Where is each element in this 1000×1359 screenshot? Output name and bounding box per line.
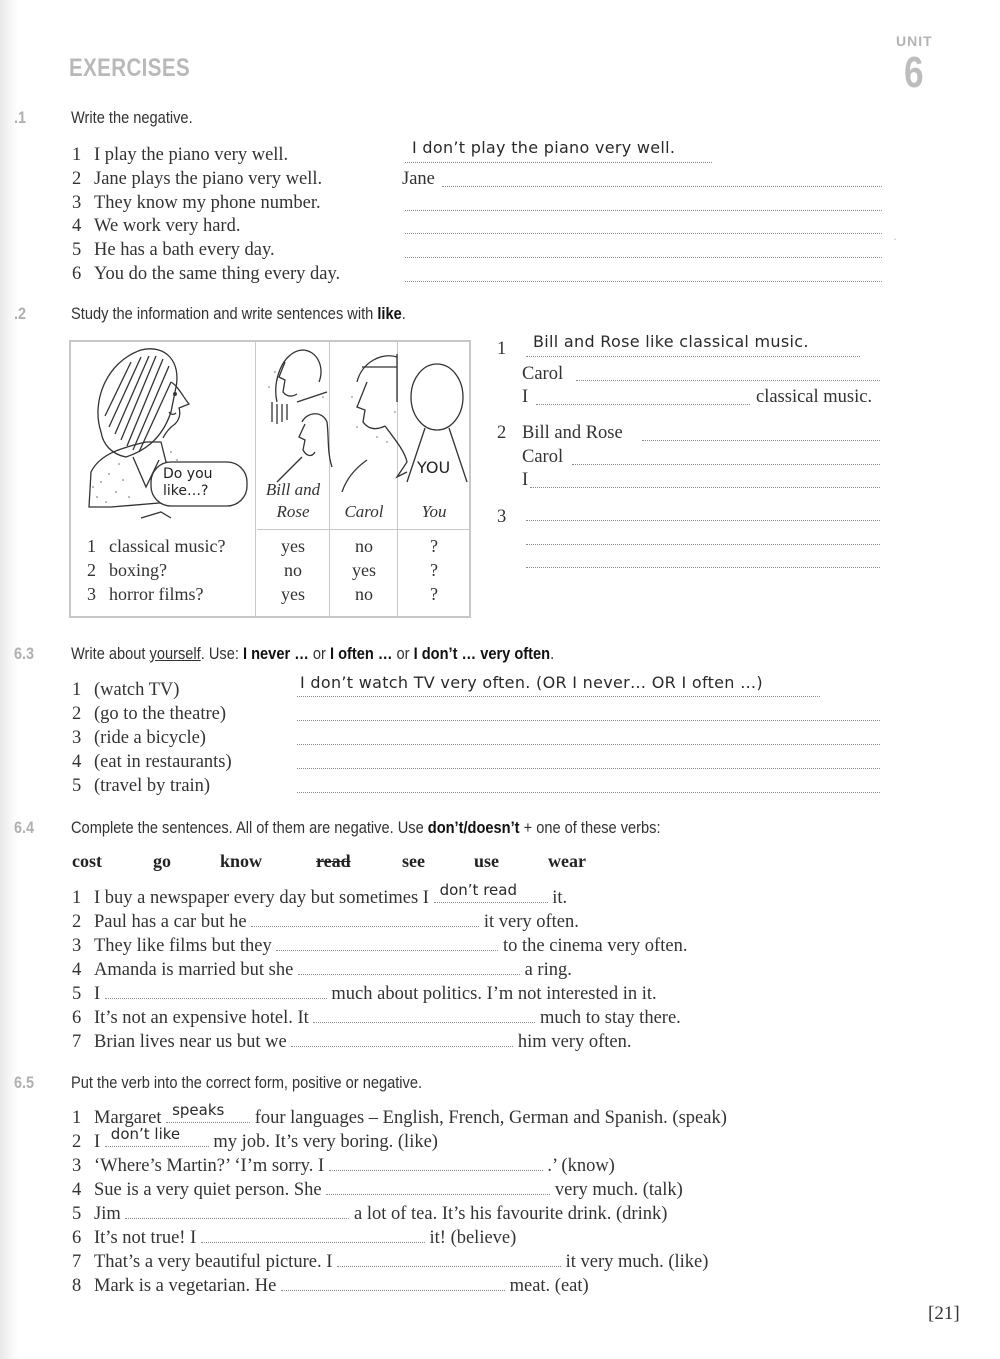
exercise-item: [72, 751, 232, 773]
column-header-you: You: [421, 502, 447, 521]
exercise-item: [72, 1251, 708, 1273]
preferences-table: [69, 340, 471, 618]
item-number: 2: [72, 1132, 82, 1152]
verb-option: use: [474, 851, 500, 871]
answer-line[interactable]: [405, 210, 882, 211]
woman-illustration: [71, 342, 255, 532]
exercise-item: [72, 775, 210, 797]
sentence-before: I: [94, 1132, 101, 1152]
answer-blank[interactable]: [166, 1101, 250, 1123]
answer-line[interactable]: [297, 792, 880, 793]
column-header-bill-and-rose: [257, 479, 329, 523]
answer-line[interactable]: [405, 162, 712, 163]
answer-blank[interactable]: [329, 1156, 543, 1171]
table-cell: yes: [281, 584, 305, 604]
question-text: boxing?: [109, 560, 167, 580]
sentence-after: very much. (talk): [554, 1180, 683, 1200]
answer-prefix: I: [522, 387, 529, 407]
verb-option: see: [402, 851, 425, 871]
table-cell: ?: [430, 560, 438, 580]
answer-blank[interactable]: [105, 984, 327, 999]
item-number: 3: [72, 1156, 82, 1176]
item-prompt: (travel by train): [94, 776, 211, 796]
speech-bubble-text: [163, 466, 213, 500]
instruction-text: Study the information and write sentences with: [71, 304, 378, 323]
page-spine-shadow: [0, 0, 18, 1359]
answer-prefix: Bill and Rose: [522, 423, 623, 443]
instruction-text: or: [308, 644, 330, 663]
exercise-item: [72, 239, 275, 261]
table-cell: yes: [281, 536, 305, 556]
item-number: 1: [72, 680, 82, 700]
item-number: 1: [87, 536, 96, 556]
item-number: 3: [497, 507, 507, 527]
item-number: 2: [72, 169, 82, 189]
sentence-after: it very often.: [483, 912, 579, 932]
exercise-number: 6.5: [14, 1073, 35, 1092]
question-text: horror films?: [109, 584, 204, 604]
item-number: 4: [72, 960, 82, 980]
exercise-item: [72, 727, 206, 749]
sentence-before: It’s not true! I: [94, 1228, 197, 1248]
page-title: EXERCISES: [69, 54, 191, 82]
scan-mark: ·: [893, 232, 897, 246]
exercise-instruction: Write the negative.: [71, 108, 193, 127]
sentence-after: it very much. (like): [565, 1252, 709, 1272]
you-sign-label: YOU: [417, 458, 451, 477]
exercise-item: [72, 168, 322, 190]
verb-option: go: [153, 851, 171, 871]
sentence-before: Mark is a vegetarian. He: [94, 1276, 277, 1296]
answer-line[interactable]: [442, 186, 882, 187]
answer-line[interactable]: [526, 544, 880, 545]
instruction-text: Complete the sentences. All of them are negative. Use: [71, 818, 428, 837]
speech-line: Do you: [163, 466, 213, 482]
answer-blank[interactable]: [201, 1228, 425, 1243]
answer-line[interactable]: [576, 380, 880, 381]
sentence-before: Brian lives near us but we: [94, 1032, 287, 1052]
sentence-before: I: [94, 984, 101, 1004]
column-header-line: Bill and: [265, 480, 321, 499]
item-number: 3: [72, 193, 82, 213]
item-number: 2: [72, 912, 82, 932]
table-row-question: [87, 582, 203, 606]
answer-prefix: I: [522, 470, 529, 490]
item-number: 3: [87, 584, 96, 604]
column-header-carol: Carol: [344, 502, 384, 521]
exercise-number: .1: [14, 108, 27, 127]
exercise-instruction: Put the verb into the correct form, positive or negative.: [71, 1073, 423, 1092]
item-number: 6: [72, 1228, 82, 1248]
exercise-item: [72, 1125, 438, 1153]
answer-prefix: Jane: [402, 169, 435, 189]
answer-blank[interactable]: [281, 1276, 505, 1291]
instruction-keyword: I never …: [243, 644, 309, 663]
answer-line[interactable]: [642, 440, 880, 441]
exercise-instruction: [71, 644, 554, 664]
item-number: 2: [497, 423, 507, 443]
item-number: 5: [72, 240, 82, 260]
answer-line[interactable]: [530, 487, 880, 488]
answer-blank[interactable]: [251, 912, 479, 927]
answer-line[interactable]: [526, 356, 860, 357]
exercise-item: [72, 935, 687, 957]
verb-option: know: [220, 851, 263, 871]
item-number: 7: [72, 1252, 82, 1272]
instruction-text: or: [392, 644, 414, 663]
verb-option: cost: [72, 851, 102, 871]
answer-line[interactable]: [405, 257, 882, 258]
sentence-before: ‘Where’s Martin?’ ‘I’m sorry. I: [94, 1156, 325, 1176]
answer-blank[interactable]: [125, 1204, 349, 1219]
sentence-before: It’s not an expensive hotel. It: [94, 1008, 309, 1028]
column-header-line: Rose: [276, 502, 310, 521]
answer-suffix: classical music.: [756, 387, 873, 407]
sentence-after: a lot of tea. It’s his favourite drink. (drink): [353, 1204, 668, 1224]
exercise-instruction: [71, 818, 661, 838]
answer-blank[interactable]: [434, 881, 548, 903]
speech-line: like…?: [163, 483, 209, 499]
table-cell: no: [284, 560, 302, 580]
sentence-before: Margaret: [94, 1108, 162, 1128]
item-prompt: (eat in restaurants): [94, 752, 232, 772]
exercise-item: [72, 144, 288, 166]
answer-prefix: Carol: [522, 364, 564, 384]
sentence-before: Sue is a very quiet person. She: [94, 1180, 322, 1200]
table-row-question: [87, 534, 225, 558]
instruction-text: . Use:: [200, 644, 243, 663]
unit-number: 6: [904, 48, 924, 97]
handwritten-answer: I don’t play the piano very well.: [412, 138, 676, 157]
exercise-item: [72, 215, 240, 237]
instruction-keyword: I don’t … very often: [413, 644, 551, 663]
answer-line[interactable]: [297, 696, 820, 697]
sentence-before: Jim: [94, 1204, 121, 1224]
sentence-before: I buy a newspaper every day but sometimes I: [94, 888, 429, 908]
item-prompt: (watch TV): [94, 680, 180, 700]
table-cell: no: [355, 584, 373, 604]
handwritten-answer: Bill and Rose like classical music.: [533, 332, 809, 351]
instruction-keyword: I often …: [329, 644, 393, 663]
item-number: 1: [72, 145, 82, 165]
unit-label: UNIT: [896, 33, 933, 49]
exercise-item: [72, 983, 657, 1005]
answer-line[interactable]: [297, 744, 880, 745]
exercise-item: [72, 263, 340, 285]
item-number: 1: [497, 339, 507, 359]
item-number: 1: [72, 888, 82, 908]
sentence-after: my job. It’s very boring. (like): [213, 1132, 438, 1152]
exercise-item: [72, 703, 226, 725]
item-number: 2: [72, 704, 82, 724]
exercise-item: [72, 1275, 589, 1297]
instruction-text: Write about: [71, 644, 150, 663]
sentence-after: him very often.: [517, 1032, 632, 1052]
sentence-before: They like films but they: [94, 936, 272, 956]
handwritten-answer: don’t read: [439, 881, 517, 899]
item-number: 3: [72, 936, 82, 956]
handwritten-answer: I don’t watch TV very often. (OR I never… OR I often …): [300, 673, 763, 692]
table-divider: [257, 529, 469, 530]
verb-option: read: [316, 851, 351, 871]
table-cell: ?: [430, 536, 438, 556]
item-number: 8: [72, 1276, 82, 1296]
item-number: 5: [72, 776, 82, 796]
exercise-item: [72, 1227, 516, 1249]
verb-option: wear: [548, 851, 586, 871]
instruction-keyword: don’t/doesn’t: [427, 818, 520, 837]
item-number: 1: [72, 1108, 82, 1128]
item-number: 6: [72, 1008, 82, 1028]
answer-blank[interactable]: [291, 1032, 513, 1047]
answer-line[interactable]: [572, 464, 880, 465]
exercise-item: [72, 192, 321, 214]
sentence-after: much to stay there.: [540, 1008, 681, 1028]
answer-line[interactable]: [297, 720, 880, 721]
answer-blank[interactable]: [326, 1180, 550, 1195]
exercise-item: [72, 1203, 667, 1225]
answer-line[interactable]: [297, 768, 880, 769]
question-text: classical music?: [109, 536, 226, 556]
sentence-after: to the cinema very often.: [503, 936, 688, 956]
sentence-before: That’s a very beautiful picture. I: [94, 1252, 333, 1272]
item-prompt: (go to the theatre): [94, 704, 227, 724]
handwritten-answer: speaks: [172, 1101, 225, 1119]
item-number: 5: [72, 984, 82, 1004]
answer-line[interactable]: [405, 233, 882, 234]
item-number: 5: [72, 1204, 82, 1224]
item-sentence: He has a bath every day.: [94, 240, 275, 260]
sentence-after: meat. (eat): [509, 1276, 589, 1296]
item-number: 3: [72, 728, 82, 748]
answer-blank[interactable]: [105, 1125, 209, 1147]
page-number: [21]: [928, 1303, 960, 1324]
item-sentence: We work very hard.: [94, 216, 241, 236]
item-number: 4: [72, 752, 82, 772]
sentence-before: Paul has a car but he: [94, 912, 247, 932]
handwritten-answer: don’t like: [110, 1125, 181, 1143]
exercise-number: 6.4: [14, 818, 35, 837]
answer-line[interactable]: [405, 281, 882, 282]
item-number: 4: [72, 216, 82, 236]
table-row-question: [87, 558, 167, 582]
answer-blank[interactable]: [298, 960, 520, 975]
exercise-item: [72, 1031, 631, 1053]
item-prompt: (ride a bicycle): [94, 728, 206, 748]
exercise-item: [72, 959, 572, 981]
item-number: 2: [87, 560, 96, 580]
exercise-number: 6.3: [14, 644, 35, 663]
exercise-item: [72, 1155, 615, 1177]
answer-blank[interactable]: [337, 1252, 561, 1267]
item-sentence: Jane plays the piano very well.: [94, 169, 323, 189]
table-cell: ?: [430, 584, 438, 604]
item-sentence: They know my phone number.: [94, 193, 321, 213]
answer-blank[interactable]: [313, 1008, 535, 1023]
sentence-after: it! (believe): [429, 1228, 517, 1248]
sentence-after: it.: [552, 888, 568, 908]
exercise-item: [72, 1007, 681, 1029]
exercise-item: [72, 881, 568, 909]
sentence-after: a ring.: [524, 960, 572, 980]
instruction-text: + one of these verbs:: [519, 818, 661, 837]
answer-line[interactable]: [536, 404, 750, 405]
exercise-item: [72, 679, 179, 701]
table-cell: yes: [352, 560, 376, 580]
sentence-after: four languages – English, French, German and Spanish. (speak): [254, 1108, 727, 1128]
instruction-keyword: like: [377, 304, 402, 323]
table-divider: [255, 342, 256, 616]
table-cell: no: [355, 536, 373, 556]
item-sentence: You do the same thing every day.: [94, 264, 341, 284]
exercise-number: .2: [14, 304, 27, 323]
instruction-text: .: [401, 304, 406, 323]
instruction-text: .: [550, 644, 555, 663]
item-number: 4: [72, 1180, 82, 1200]
answer-line[interactable]: [526, 567, 880, 568]
exercise-instruction: [71, 304, 406, 324]
item-sentence: I play the piano very well.: [94, 145, 289, 165]
instruction-emphasis: yourself: [149, 644, 201, 663]
exercise-item: [72, 911, 579, 933]
item-number: 6: [72, 264, 82, 284]
answer-blank[interactable]: [276, 936, 498, 951]
sentence-after: .’ (know): [547, 1156, 615, 1176]
sentence-after: much about politics. I’m not interested in it.: [331, 984, 657, 1004]
answer-prefix: Carol: [522, 447, 564, 467]
exercise-item: [72, 1179, 683, 1201]
item-number: 7: [72, 1032, 82, 1052]
sentence-before: Amanda is married but she: [94, 960, 294, 980]
answer-line[interactable]: [526, 520, 880, 521]
